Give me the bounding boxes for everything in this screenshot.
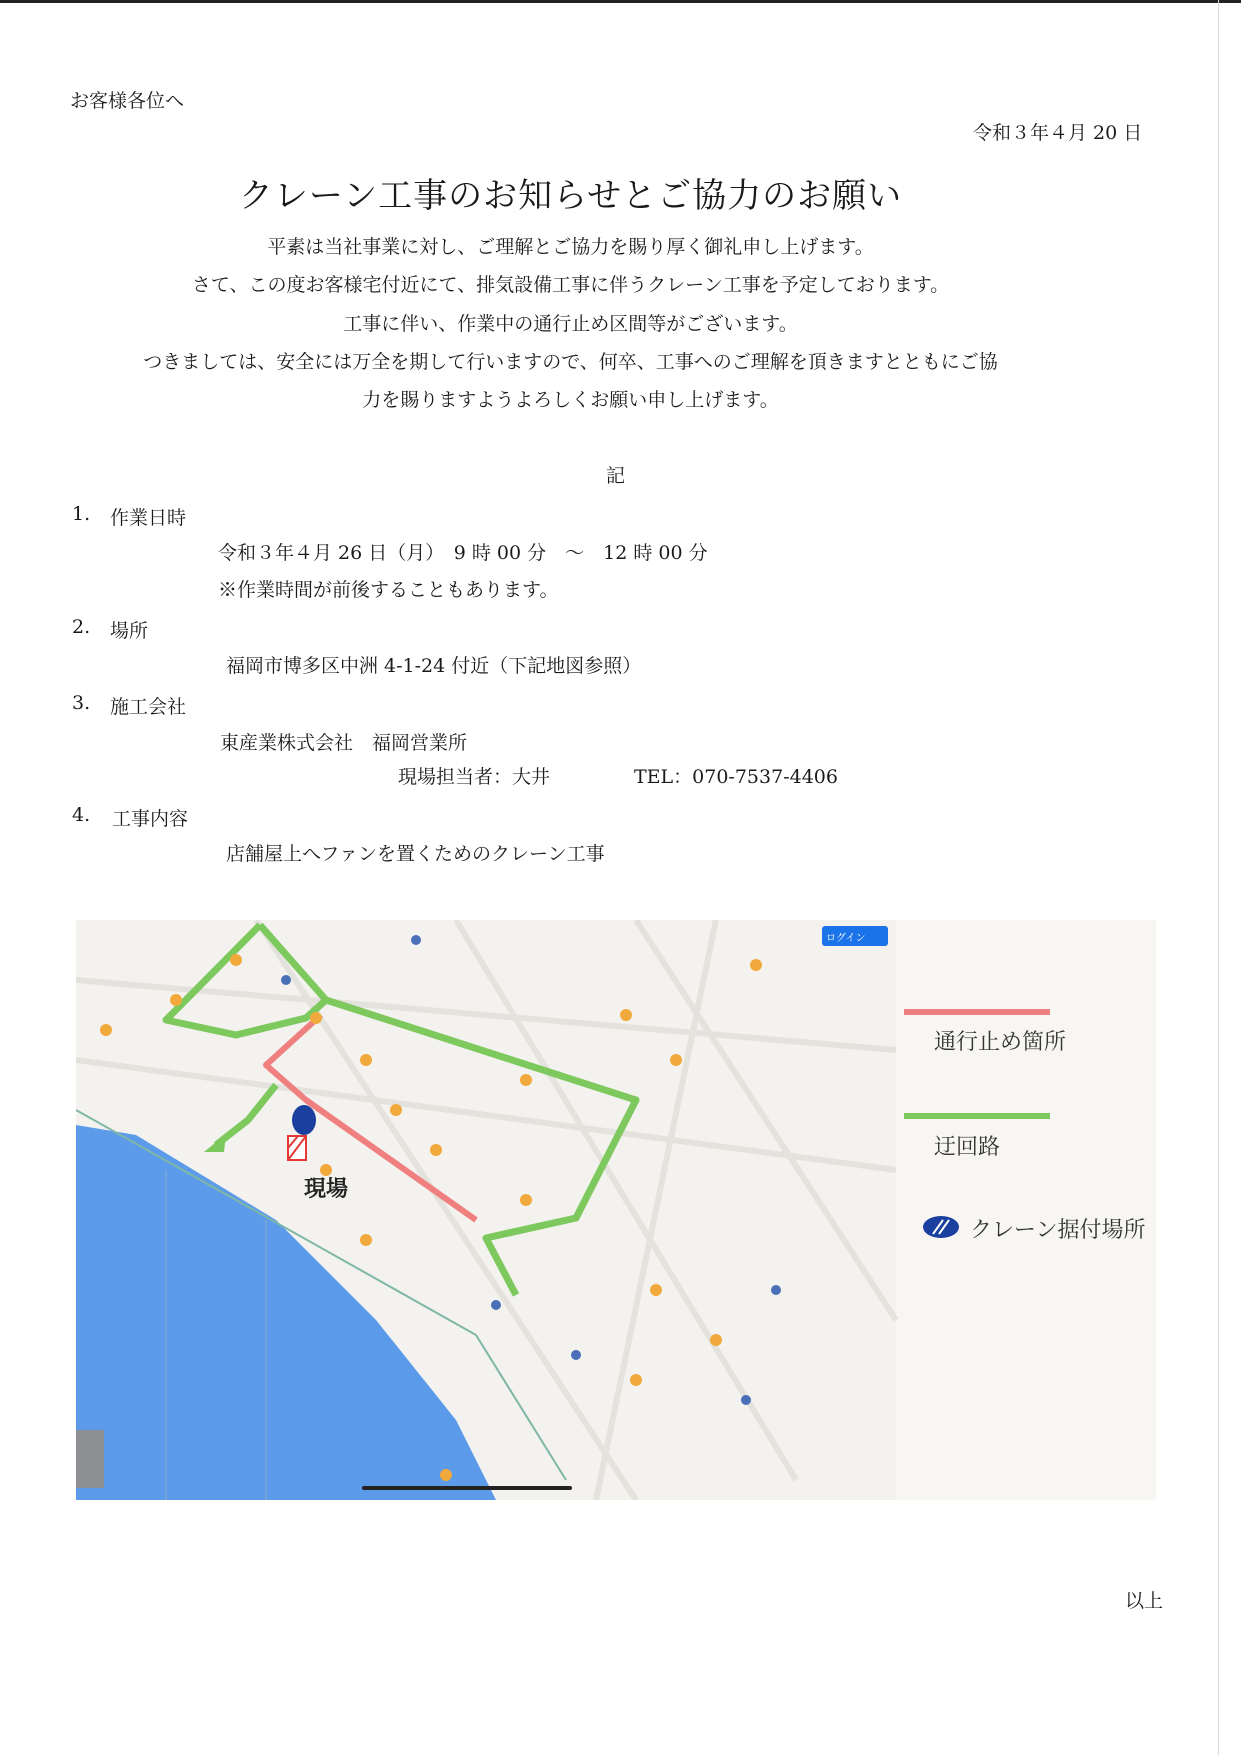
legend-detour-label: 迂回路: [934, 1135, 1001, 1160]
section-3-number: 3.: [72, 692, 91, 714]
document-title: クレーン工事のお知らせとご協力のお願い: [238, 176, 903, 216]
scan-top-edge: [0, 0, 1241, 3]
section-1-heading: 作業日時: [110, 507, 187, 529]
street-view-thumbnail: [76, 1430, 104, 1488]
site-manager: 現場担当者：大井: [398, 766, 551, 788]
scan-right-edge: [1218, 0, 1219, 1755]
section-4-heading: 工事内容: [112, 808, 189, 830]
crane-location-marker: [292, 1105, 316, 1135]
ki-mark: 記: [606, 465, 626, 487]
work-time-note: ※作業時間が前後することもあります。: [218, 579, 559, 601]
legend-crane-label: クレーン据付場所: [970, 1218, 1146, 1243]
contact-phone: TEL：070-7537-4406: [634, 766, 838, 788]
intro-line-2: さて、この度お客様宅付近にて、排気設備工事に伴うクレーン工事を予定しております。: [191, 274, 950, 296]
section-2-heading: 場所: [110, 620, 149, 642]
contractor-company: 東産業株式会社 福岡営業所: [220, 732, 468, 754]
addressee: お客様各位へ: [70, 90, 185, 112]
intro-line-4: つきましては、安全には万全を期して行いますので、何卒、工事へのご理解を頂きますとともにご協: [143, 351, 998, 373]
section-1-number: 1.: [72, 503, 91, 525]
work-datetime: 令和３年４月 26 日（月） 9 時 00 分 ～ 12 時 00 分: [218, 542, 708, 564]
section-4-number: 4.: [72, 804, 91, 826]
map-graphic: [76, 920, 1156, 1500]
map-scrollbar: [362, 1486, 572, 1490]
work-location: 福岡市博多区中洲 4-1-24 付近（下記地図参照）: [226, 655, 642, 677]
route-map: [76, 920, 1156, 1500]
closing-mark: 以上: [1125, 1590, 1164, 1612]
legend-crane-swatch: [923, 1216, 959, 1238]
login-button[interactable]: ログイン: [826, 933, 866, 944]
site-label: 現場: [304, 1177, 349, 1202]
intro-line-5: 力を賜りますようよろしくお願い申し上げます。: [362, 389, 779, 411]
document-date: 令和３年４月 20 日: [973, 122, 1143, 144]
section-2-number: 2.: [72, 616, 91, 638]
section-3-heading: 施工会社: [110, 696, 187, 718]
intro-line-3: 工事に伴い、作業中の通行止め区間等がございます。: [343, 313, 798, 335]
intro-line-1: 平素は当社事業に対し、ご理解とご協力を賜り厚く御礼申し上げます。: [267, 236, 874, 258]
work-content: 店舗屋上へファンを置くためのクレーン工事: [226, 843, 605, 865]
legend-closure-label: 通行止め箇所: [934, 1030, 1067, 1055]
